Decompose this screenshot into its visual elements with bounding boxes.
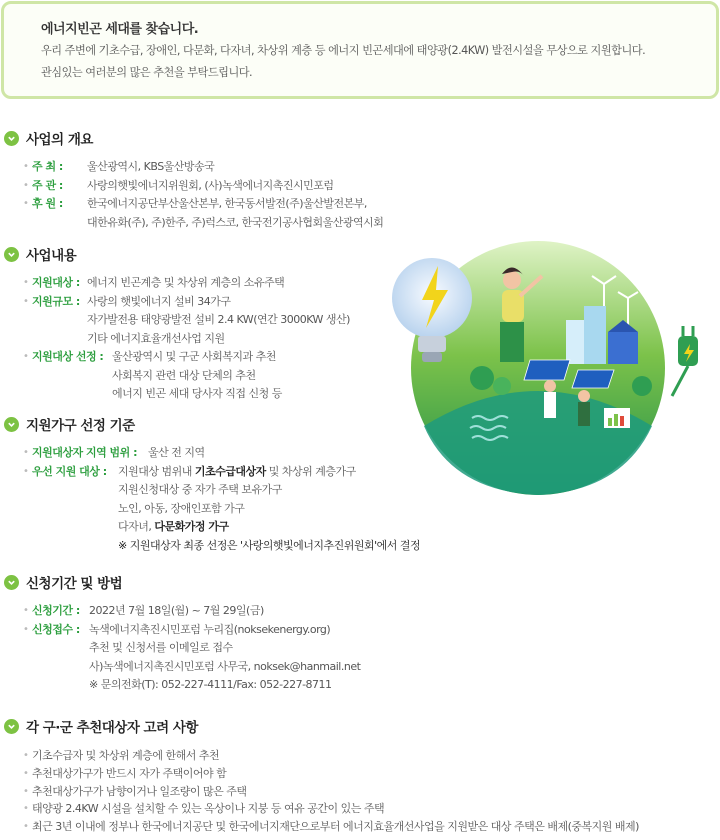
section-title: 신청기간 및 방법	[26, 576, 123, 592]
organizer-label: 주 관 :	[32, 178, 63, 192]
priority-value-3: 노인, 아동, 장애인포함 가구	[118, 501, 245, 515]
overview-organizer-row: • 주 관 : 사랑의햇빛에너지위원회, (사)녹색에너지촉진시민포럼	[23, 177, 383, 196]
priority-value-2: 지원신청대상 중 자가 주택 보유가구	[118, 483, 282, 496]
sponsor-label: 후 원 :	[32, 197, 63, 210]
intro-box	[1, 1, 719, 99]
host-label: 주 최 :	[32, 160, 63, 173]
section-overview	[0, 128, 383, 232]
apply-value-2: 추천 및 신청서를 이메일로 접수	[89, 641, 233, 654]
sponsor-value-2: 대한유화(주), 주)한주, 주)럭스코, 한국전기공사협회울산광역시회	[87, 215, 384, 229]
priority-value-4: 다자녀, 다문화가정 가구	[118, 520, 229, 533]
chevron-down-circle-icon	[4, 247, 19, 262]
section-period	[0, 572, 360, 695]
section-title: 각 구·군 추천대상자 고려 사항	[26, 720, 198, 736]
criteria-priority-row: • 우선 지원 대상 : 지원대상 범위내 기초수급대상자 및 차상위 계층가구 지원신청대상 중 자가 주택 보유가구 노인, 아동, 장애인포함 가구 다자녀, 다문화가정 가구 ※ 지원대상자 최종 선정은 '사랑의햇빛에너지추진위원회'에서 결정	[23, 463, 420, 556]
section-consider	[0, 716, 639, 836]
content-target-row: • 지원대상 : 에너지 빈곤계층 및 차상위 계층의 소유주택	[23, 274, 350, 293]
area-value: 울산 전 지역	[148, 446, 205, 459]
list-item: • 태양광 2.4KW 시설을 설치할 수 있는 옥상이나 지붕 등 여유 공간이 있는 주택	[23, 802, 385, 816]
chevron-down-circle-icon	[4, 719, 19, 734]
select-label: 지원대상 선정 :	[32, 350, 104, 363]
intro-title: 에너지빈곤 세대를 찾습니다.	[41, 22, 199, 37]
overview-sponsor-row: • 후 원 : 한국에너지공단부산울산본부, 한국동서발전(주)울산발전본부, 대한유화(주), 주)한주, 주)럭스코, 한국전기공사협회울산광역시회	[23, 195, 383, 232]
scale-value-3: 기타 에너지효율개선사업 지원	[87, 331, 225, 345]
period-label: 신청기간 :	[32, 604, 80, 617]
criteria-area-row: • 지원대상자 지역 범위 : 울산 전 지역	[23, 444, 420, 463]
section-title: 사업의 개요	[26, 132, 93, 148]
content-select-row: • 지원대상 선정 : 울산광역시 및 구군 사회복지과 추천 사회복지 관련 대상 단체의 추천 에너지 빈곤 세대 당사자 직접 신청 등	[23, 348, 350, 404]
scale-value-2: 자가발전용 태양광발전 설비 2.4 KW(연간 3000KW 생산)	[87, 313, 350, 326]
target-value: 에너지 빈곤계층 및 차상위 계층의 소유주택	[87, 276, 285, 289]
area-label: 지원대상자 지역 범위 :	[32, 446, 138, 459]
scale-label: 지원규모 :	[32, 294, 80, 308]
intro-line-1: 우리 주변에 기초수급, 장애인, 다문화, 다자녀, 차상위 계층 등 에너지 빈곤세대에 태양광(2.4KW) 발전시설을 무상으로 지원합니다.	[41, 44, 646, 57]
priority-note: ※ 지원대상자 최종 선정은 '사랑의햇빛에너지추진위원회'에서 결정	[118, 538, 421, 552]
list-item: • 추천대상가구가 남향이거나 일조량이 많은 주택	[23, 784, 247, 798]
section-title: 지원가구 선정 기준	[26, 418, 135, 434]
intro-line-2: 관심있는 여러분의 많은 추천을 부탁드립니다.	[41, 66, 253, 79]
organizer-value: 사랑의햇빛에너지위원회, (사)녹색에너지촉진시민포럼	[87, 178, 334, 192]
period-value: 2022년 7월 18일(월) ~ 7월 29일(금)	[89, 604, 264, 617]
list-item: • 추천대상가구가 반드시 자가 주택이어야 함	[23, 766, 227, 780]
chevron-down-circle-icon	[4, 131, 19, 146]
section-content	[0, 244, 350, 404]
list-item: • 기초수급자 및 차상위 계층에 한해서 추천	[23, 749, 220, 762]
scale-value-1: 사랑의 햇빛에너지 설비 34가구	[87, 294, 231, 308]
overview-host-row: • 주 최 : 울산광역시, KBS울산방송국	[23, 158, 383, 177]
apply-label: 신청접수 :	[32, 622, 80, 636]
content-scale-row: • 지원규모 : 사랑의 햇빛에너지 설비 34가구 자가발전용 태양광발전 설비 2.4 KW(연간 3000KW 생산) 기타 에너지효율개선사업 지원	[23, 293, 350, 349]
apply-value-1: 녹색에너지촉진시민포럼 누리집(noksekenergy.org)	[89, 622, 331, 636]
section-title: 사업내용	[26, 248, 77, 264]
target-label: 지원대상 :	[32, 276, 80, 289]
apply-row: • 신청접수 : 녹색에너지촉진시민포럼 누리집(noksekenergy.org) 추천 및 신청서를 이메일로 접수 사)녹색에너지촉진시민포럼 사무국, noksek@hanmail.net ※ 문의전화(T): 052-227-4111/Fax: 052-227-8711	[23, 621, 360, 695]
chevron-down-circle-icon	[4, 575, 19, 590]
period-row: • 신청기간 : 2022년 7월 18일(월) ~ 7월 29일(금)	[23, 602, 360, 621]
select-value-3: 에너지 빈곤 세대 당사자 직접 신청 등	[112, 387, 282, 400]
host-value: 울산광역시, KBS울산방송국	[87, 160, 215, 173]
green-energy-illustration	[352, 236, 720, 498]
sponsor-value-1: 한국에너지공단부산울산본부, 한국동서발전(주)울산발전본부,	[87, 197, 367, 210]
apply-value-4: ※ 문의전화(T): 052-227-4111/Fax: 052-227-8711	[89, 678, 332, 691]
select-value-2: 사회복지 관련 대상 단체의 추천	[112, 368, 256, 382]
priority-label: 우선 지원 대상 :	[32, 464, 107, 478]
chevron-down-circle-icon	[4, 417, 19, 432]
apply-value-3: 사)녹색에너지촉진시민포럼 사무국, noksek@hanmail.net	[89, 659, 361, 673]
select-value-1: 울산광역시 및 구군 사회복지과 추천	[112, 350, 276, 363]
priority-value-1: 지원대상 범위내 기초수급대상자 및 차상위 계층가구	[118, 464, 356, 478]
list-item: • 최근 3년 이내에 정부나 한국에너지공단 및 한국에너지재단으로부터 에너지효율개선사업을 지원받은 대상 주택은 배제(중복지원 배제)	[23, 820, 639, 834]
